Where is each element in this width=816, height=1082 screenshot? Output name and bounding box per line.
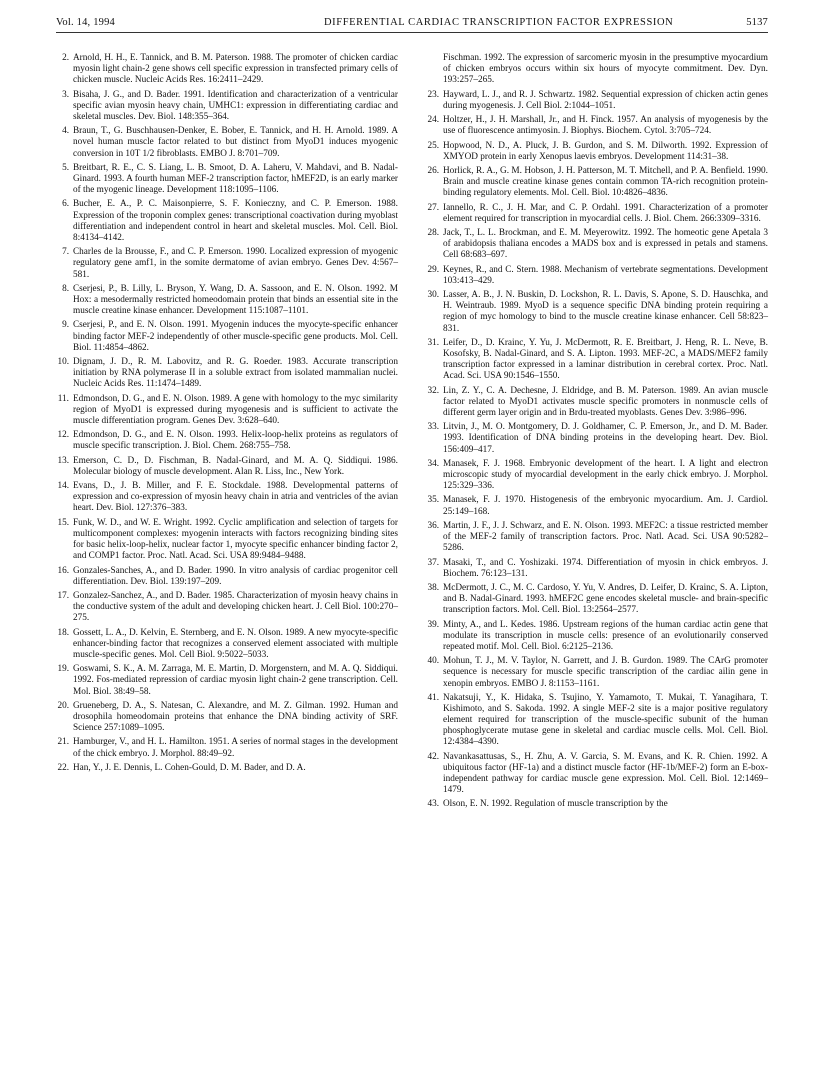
reference-text: Breitbart, R. E., C. S. Liang, L. B. Smoot, D. A. Laheru, V. Mahdavi, and B. Nadal-Ginard. 1993. A fourth human MEF-2 transcription factor, hMEF2D, is an early marker of the myogenic lineage. Development 118:1095–1106.	[73, 162, 398, 196]
reference-text: Evans, D., J. B. Miller, and F. E. Stockdale. 1988. Developmental patterns of expression and co-expression of myosin heavy chain in atria and ventricles of the avian heart. Dev. Biol. 127:376–383.	[73, 481, 398, 514]
reference-number: 36.	[427, 520, 439, 531]
reference-number: 7.	[62, 247, 69, 258]
reference-entry	[426, 228, 768, 261]
reference-entry	[56, 357, 398, 390]
reference-number: 2.	[62, 53, 69, 63]
reference-text: Gonzales-Sanches, A., and D. Bader. 1990. In vitro analysis of cardiac progenitor cell differentiation. Dev. Biol. 139:197–209.	[73, 565, 398, 587]
reference-text: Nakatsuji, Y., K. Hidaka, S. Tsujino, Y. Yamamoto, T. Mukai, T. Yanagihara, T. Kishimoto, and S. Sakoda. 1992. A single MEF-2 site is a major positive regulatory element required for transcription of the muscle-specific subunit of the human phosphoglycerate mutase gene in skeletal and cardiac muscle cells. Mol. Cell. Biol. 12:4384–4390.	[443, 692, 768, 748]
reference-number: 4.	[62, 126, 69, 137]
reference-text: Braun, T., G. Buschhausen-Denker, E. Bober, E. Tannick, and H. H. Arnold. 1989. A novel human muscle factor related to but distinct from MyoD1 induces myogenic conversion in 10T 1/2 fibroblasts. EMBO J. 8:701–709.	[73, 126, 398, 159]
reference-number: 33.	[427, 422, 439, 433]
reference-entry	[56, 126, 398, 159]
reference-number: 41.	[427, 692, 439, 703]
reference-column-left	[56, 53, 398, 777]
reference-number: 21.	[57, 737, 69, 748]
reference-number: 12.	[57, 430, 69, 441]
reference-entry	[56, 456, 398, 478]
reference-entry	[56, 566, 398, 588]
reference-number: 27.	[427, 202, 439, 213]
reference-number: 37.	[427, 557, 439, 568]
reference-entry	[426, 203, 768, 225]
reference-entry	[426, 338, 768, 383]
reference-entry	[426, 141, 768, 163]
reference-entry	[56, 199, 398, 244]
reference-text: Fischman. 1992. The expression of sarcomeric myosin in the presumptive myocardium of chicken embryos occurs within six hours of myocyte commitment. Dev. Dyn. 193:257–265.	[443, 53, 768, 86]
reference-number: 30.	[427, 290, 439, 301]
reference-number: 34.	[427, 458, 439, 469]
reference-number: 3.	[62, 89, 69, 100]
reference-text: Hopwood, N. D., A. Pluck, J. B. Gurdon, and S. M. Dilworth. 1992. Expression of XMYOD protein in early Xenopus laevis embryos. Development 114:31–38.	[443, 140, 768, 162]
reference-number: 9.	[62, 320, 69, 331]
reference-entry	[426, 290, 768, 335]
reference-number: 13.	[57, 455, 69, 466]
reference-text: Charles de la Brousse, F., and C. P. Emerson. 1990. Localized expression of myogenic regulatory gene amf1, in the somite dermatome of avian embryo. Genes Dev. 4:567–581.	[73, 247, 398, 280]
reference-text: Lin, Z. Y., C. A. Dechesne, J. Eldridge, and B. M. Paterson. 1989. An avian muscle factor related to MyoD1 activates muscle specific promoters in nonmuscle cells of different germ layer origin and in Brdu-treated myoblasts. Genes Dev. 3:986–996.	[443, 385, 768, 418]
reference-entry	[426, 459, 768, 492]
reference-text: Navankasattusas, S., H. Zhu, A. V. Garcia, S. M. Evans, and K. R. Chien. 1992. A ubiquitous factor (HF-1a) and a distinct muscle factor (HF-1b/MEF-2) form an E-box-independent pathway for cardiac muscle gene expression. Mol. Cell. Biol. 12:1469–1479.	[443, 751, 768, 796]
reference-entry	[426, 521, 768, 554]
reference-entry	[56, 701, 398, 734]
header-rule	[56, 32, 768, 33]
reference-number: 10.	[57, 357, 69, 368]
reference-entry	[426, 693, 768, 749]
reference-number: 42.	[427, 751, 439, 762]
reference-number: 26.	[427, 165, 439, 176]
volume-label: Vol. 14, 1994	[56, 17, 115, 28]
reference-number: 28.	[427, 228, 439, 239]
reference-text: Funk, W. D., and W. E. Wright. 1992. Cyclic amplification and selection of targets for multicomponent complexes: myogenin interacts with factors recognizing binding sites for basic helix-loop-helix, nuclear factor 1, myocyte specific enhancer binding factor 2, and COMP1 factor. Proc. Natl. Acad. Sci. USA 89:9484–9488.	[73, 517, 398, 562]
reference-number: 14.	[57, 481, 69, 492]
reference-text: Litvin, J., M. O. Montgomery, D. J. Goldhamer, C. P. Emerson, Jr., and D. M. Bader. 1993. Identification of DNA binding proteins in the developing heart. Dev. Biol. 156:409–417.	[443, 422, 768, 455]
reference-number: 35.	[427, 495, 439, 506]
reference-number: 5.	[62, 162, 69, 173]
reference-text: Iannello, R. C., J. H. Mar, and C. P. Ordahl. 1991. Characterization of a promoter element required for transcription in myocardial cells. J. Biol. Chem. 266:3309–3316.	[443, 202, 768, 224]
reference-entry	[426, 386, 768, 419]
reference-text: Hayward, L. J., and R. J. Schwartz. 1982. Sequential expression of chicken actin genes during myogenesis. J. Cell Biol. 2:1044–1051.	[443, 89, 768, 111]
reference-number: 38.	[427, 582, 439, 593]
reference-number: 32.	[427, 385, 439, 396]
reference-text: Hamburger, V., and H. L. Hamilton. 1951. A series of normal stages in the development of the chick embryo. J. Morphol. 88:49–92.	[73, 737, 398, 759]
reference-text: Lasser, A. B., J. N. Buskin, D. Lockshon, R. L. Davis, S. Apone, S. D. Hauschka, and H. Weintraub. 1989. MyoD is a sequence specific DNA binding protein requiring a region of myc homology to bind to the muscle creatine kinase enhancer. Cell 58:823–831.	[443, 290, 768, 334]
reference-entry	[426, 558, 768, 580]
reference-number: 6.	[62, 199, 69, 210]
reference-entry	[426, 53, 768, 86]
reference-number: 25.	[427, 140, 439, 151]
reference-entry	[426, 656, 768, 689]
reference-column-right	[426, 53, 768, 814]
page-number: 5137	[746, 17, 768, 28]
reference-number: 15.	[57, 517, 69, 528]
reference-text: Keynes, R., and C. Stern. 1988. Mechanism of vertebrate segmentations. Development 103:413–429.	[443, 264, 768, 286]
reference-number: 18.	[57, 627, 69, 638]
reference-number: 31.	[427, 337, 439, 348]
reference-number: 19.	[57, 664, 69, 675]
reference-entry	[426, 422, 768, 455]
reference-entry	[56, 247, 398, 280]
reference-entry	[426, 583, 768, 616]
reference-text: Arnold, H. H., E. Tannick, and B. M. Paterson. 1988. The promoter of chicken cardiac myosin light chain-2 gene shows cell specific expression in transfected primary cells of chicken muscle. Nucleic Acids Res. 16:2411–2429.	[73, 53, 398, 86]
reference-number: 43.	[427, 799, 439, 810]
reference-text: Masaki, T., and C. Yoshizaki. 1974. Differentiation of myosin in chick embryos. J. Biochem. 76:123–131.	[443, 557, 768, 579]
reference-text: Dignam, J. D., R. M. Labovitz, and R. G. Roeder. 1983. Accurate transcription initiation by RNA polymerase II in a soluble extract from isolated mammalian nuclei. Nucleic Acids Res. 11:1474–1489.	[73, 357, 398, 390]
reference-entry	[56, 163, 398, 196]
reference-entry	[56, 284, 398, 317]
reference-number: 39.	[427, 619, 439, 630]
reference-number: 8.	[62, 283, 69, 294]
reference-entry	[56, 591, 398, 624]
reference-text: Manasek, F. J. 1968. Embryonic development of the heart. I. A light and electron microscopic study of myocardial development in the early chick embryo. J. Morphol. 125:329–336.	[443, 458, 768, 492]
reference-text: Manasek, F. J. 1970. Histogenesis of the embryonic myocardium. Am. J. Cardiol. 25:149–168.	[443, 495, 768, 517]
reference-number: 24.	[427, 115, 439, 126]
reference-entry	[56, 518, 398, 563]
reference-entry	[56, 737, 398, 759]
reference-entry	[426, 620, 768, 653]
reference-number: 23.	[427, 89, 439, 100]
reference-entry	[426, 495, 768, 517]
reference-text: Cserjesi, P., B. Lilly, L. Bryson, Y. Wang, D. A. Sassoon, and E. N. Olson. 1992. M Hox: a mesodermally restricted homeodomain protein that binds an essential site in the muscle creatine kinase enhancer. Development 115:1087–1101.	[73, 283, 398, 317]
reference-number: 17.	[57, 590, 69, 601]
reference-number: 40.	[427, 656, 439, 667]
reference-entry	[56, 53, 398, 86]
reference-entry	[56, 320, 398, 353]
reference-number: 20.	[57, 700, 69, 711]
reference-entry	[426, 166, 768, 199]
reference-text: Jack, T., L. L. Brockman, and E. M. Meyerowitz. 1992. The homeotic gene Apetala 3 of arabidopsis thaliana encodes a MADS box and is expressed in petals and stamens. Cell 68:683–697.	[443, 228, 768, 261]
reference-entry	[426, 752, 768, 797]
reference-number: 29.	[427, 264, 439, 275]
reference-entry	[56, 90, 398, 123]
reference-text: Bisaha, J. G., and D. Bader. 1991. Identification and characterization of a ventricular specific avian myosin heavy chain, UMHC1: expression in differentiating cardiac and skeletal muscles. Dev. Biol. 148:355–364.	[73, 89, 398, 122]
reference-text: Mohun, T. J., M. V. Taylor, N. Garrett, and J. B. Gurdon. 1989. The CArG promoter sequence is necessary for muscle specific transcription of the cardiac ailin gene in xenopin embryos. EMBO J. 8:1153–1161.	[443, 656, 768, 689]
reference-entry	[426, 799, 768, 810]
reference-text: Horlick, R. A., G. M. Hobson, J. H. Patterson, M. T. Mitchell, and P. A. Benfield. 1990. Brain and muscle creatine kinase genes contain common TA-rich recognition protein-binding regulatory elements. Mol. Cell. Biol. 10:4826–4836.	[443, 165, 768, 199]
reference-text: Leifer, D., D. Krainc, Y. Yu, J. McDermott, R. E. Breitbart, J. Heng, R. L. Neve, B. Kosofsky, B. Nadal-Ginard, and S. A. Lipton. 1993. MEF-2C, a MADS/MEF2 family transcription factor expressed in a laminar distribution in cerebral cortex. Proc. Natl. Acad. Sci. USA 90:1546–1550.	[443, 337, 768, 382]
reference-text: Goswami, S. K., A. M. Zarraga, M. E. Martin, D. Morgenstern, and M. A. Q. Siddiqui. 1992. Fos-mediated repression of cardiac myosin light chain-2 gene transcription. Cell. Mol. Biol. 38:49–58.	[73, 664, 398, 697]
reference-entry	[426, 90, 768, 112]
reference-text: Han, Y., J. E. Dennis, L. Cohen-Gould, D. M. Bader, and D. A.	[73, 762, 306, 773]
reference-text: Holtzer, H., J. H. Marshall, Jr., and H. Finck. 1957. An analysis of myogenesis by the use of fluorescence antimyosin. J. Biophys. Biochem. Cytol. 3:705–724.	[443, 115, 768, 137]
running-title: DIFFERENTIAL CARDIAC TRANSCRIPTION FACTOR EXPRESSION	[324, 17, 674, 28]
reference-entry	[56, 430, 398, 452]
reference-entry	[426, 115, 768, 137]
reference-text: Cserjesi, P., and E. N. Olson. 1991. Myogenin induces the myocyte-specific enhancer binding factor MEF-2 independently of other muscle-specific gene products. Mol. Cell. Biol. 11:4854–4862.	[73, 320, 398, 353]
reference-text: Emerson, C. D., D. Fischman, B. Nadal-Ginard, and M. A. Q. Siddiqui. 1986. Molecular biology of muscle development. Alan R. Liss, Inc., New York.	[73, 455, 398, 477]
reference-text: McDermott, J. C., M. C. Cardoso, Y. Yu, V. Andres, D. Leifer, D. Krainc, S. A. Lipton, and B. Nadal-Ginard. 1993. hMEF2C gene encodes skeletal muscle- and brain-specific transcription factors. Mol. Cell. Biol. 13:2564–2577.	[443, 582, 768, 616]
reference-text: Edmondson, D. G., and E. N. Olson. 1989. A gene with homology to the myc similarity region of MyoD1 is expressed during myogenesis and is sufficient to activate the muscle differentiation program. Genes Dev. 3:628–640.	[73, 393, 398, 426]
reference-text: Olson, E. N. 1992. Regulation of muscle transcription by the	[443, 799, 668, 810]
reference-entry	[426, 265, 768, 287]
reference-text: Martin, J. F., J. J. Schwarz, and E. N. Olson. 1993. MEF2C: a tissue restricted member of the MEF-2 family of transcription factors. Proc. Natl. Acad. Sci. USA 90:5282–5286.	[443, 520, 768, 554]
reference-text: Gonzalez-Sanchez, A., and D. Bader. 1985. Characterization of myosin heavy chains in the conductive system of the adult and developing chicken heart. J. Cell Biol. 100:270–275.	[73, 590, 398, 624]
reference-number: 11.	[57, 393, 69, 404]
reference-text: Edmondson, D. G., and E. N. Olson. 1993. Helix-loop-helix proteins as regulators of muscle specific transcription. J. Biol. Chem. 268:755–758.	[73, 430, 398, 452]
reference-number: 22.	[57, 762, 69, 773]
reference-text: Minty, A., and L. Kedes. 1986. Upstream regions of the human cardiac actin gene that modulate its transcription in muscle cells: presence of an evolutionarily conserved repeated motif. Mol. Cell. Biol. 6:2125–2136.	[443, 619, 768, 652]
reference-entry	[56, 481, 398, 514]
reference-entry	[56, 664, 398, 697]
reference-entry	[56, 394, 398, 427]
reference-entry	[56, 763, 398, 774]
reference-text: Grueneberg, D. A., S. Natesan, C. Alexandre, and M. Z. Gilman. 1992. Human and drosophila homeodomain proteins that enhance the DNA binding activity of SRF. Science 257:1089–1095.	[73, 700, 398, 734]
reference-text: Bucher, E. A., P. C. Maisonpierre, S. F. Konieczny, and C. P. Emerson. 1988. Expression of the troponin complex genes: transcriptional coactivation during myoblast differentiation and independent control in heart and skeletal muscles. Mol. Cell. Biol. 8:4134–4142.	[73, 199, 398, 243]
reference-entry	[56, 628, 398, 661]
reference-number: 16.	[57, 565, 69, 576]
reference-text: Gossett, L. A., D. Kelvin, E. Sternberg, and E. N. Olson. 1989. A new myocyte-specific enhancer-binding factor that recognizes a conserved element associated with multiple muscle-specific genes. Mol. Cell Biol. 9:5022–5033.	[73, 627, 398, 660]
